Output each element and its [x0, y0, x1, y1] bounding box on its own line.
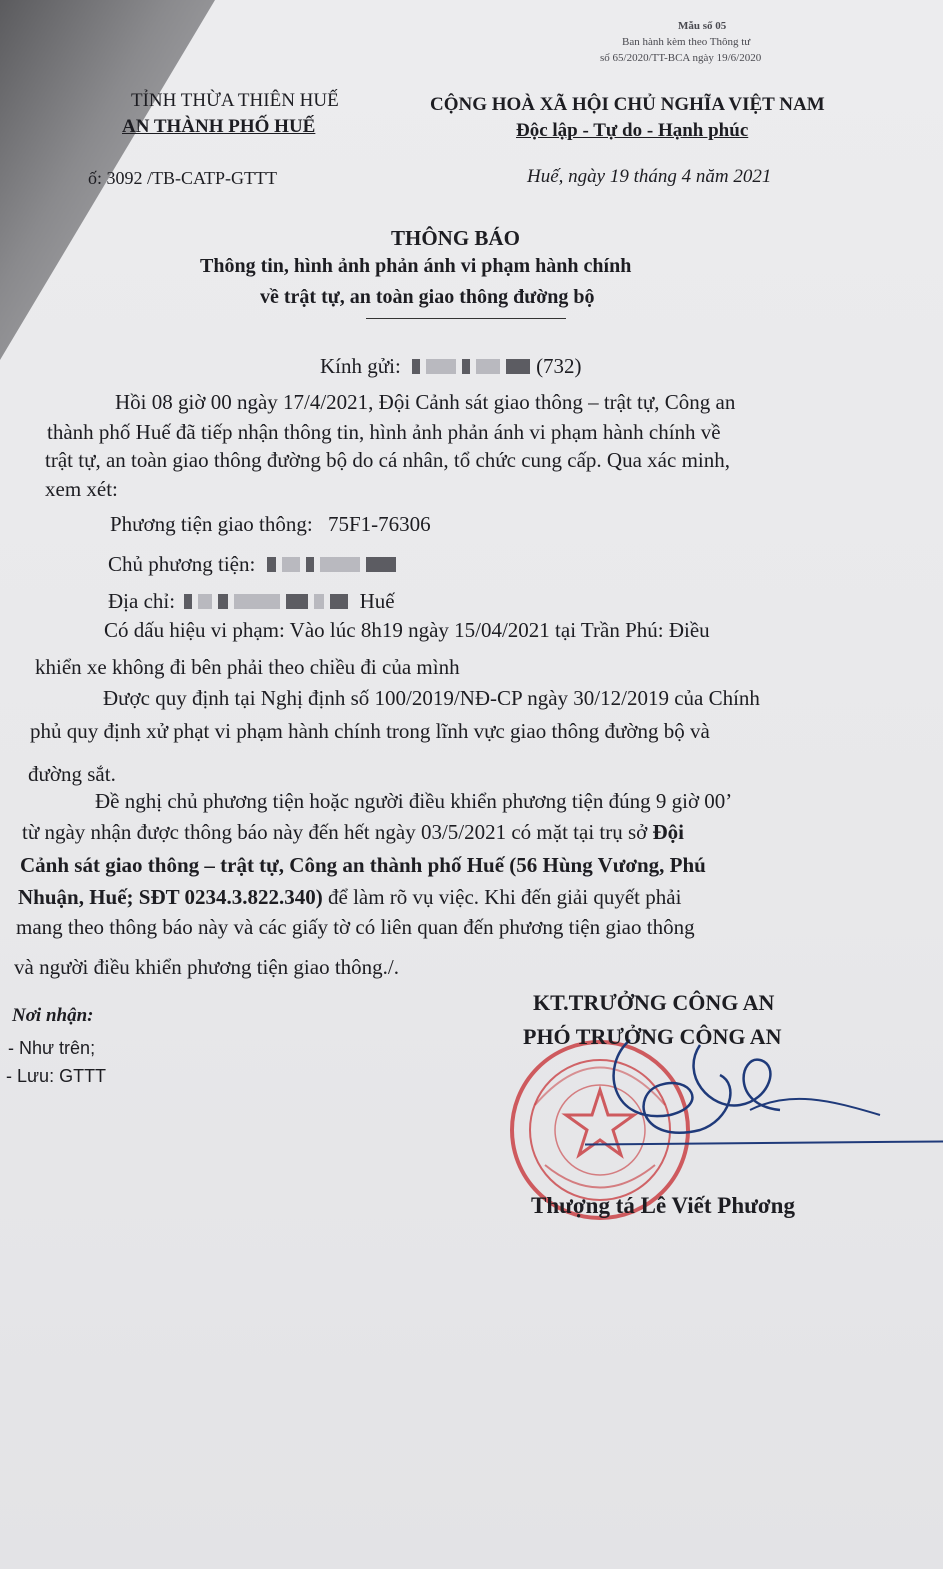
redacted-address — [286, 594, 308, 609]
notice-title: THÔNG BÁO — [391, 226, 520, 250]
redacted-owner — [320, 557, 360, 572]
owner-label: Chủ phương tiện: — [108, 552, 256, 576]
redacted-address — [330, 594, 348, 609]
redacted-name — [412, 359, 420, 374]
redacted-name — [426, 359, 456, 374]
notice-subtitle-line2: về trật tự, an toàn giao thông đường bộ — [260, 286, 595, 308]
redacted-name — [506, 359, 530, 374]
recipient-label: Kính gửi: — [320, 354, 401, 378]
request-text: từ ngày nhận được thông báo này đến hết ngày 03/5/2021 có mặt tại trụ sở — [22, 820, 653, 844]
recipient-line — [320, 354, 582, 379]
request-line — [22, 820, 684, 845]
redacted-address — [314, 594, 324, 609]
vehicle-row — [110, 512, 431, 537]
document-number: ố: 3092 /TB-CATP-GTTT — [88, 168, 277, 188]
request-text: để làm rõ vụ việc. Khi đến giải quyết phải — [322, 885, 682, 909]
signer-name: Thượng tá Lê Viết Phương — [531, 1193, 795, 1218]
recipient-code: (732) — [536, 354, 582, 378]
paragraph-line: thành phố Huế đã tiếp nhận thông tin, hình ảnh phản ánh vi phạm hành chính về — [47, 420, 721, 444]
violation-line: Có dấu hiệu vi phạm: Vào lúc 8h19 ngày 15/04/2021 tại Trần Phú: Điều — [104, 618, 710, 642]
vehicle-plate: 75F1-76306 — [327, 512, 431, 536]
agency-city-police: AN THÀNH PHỐ HUẾ — [122, 116, 316, 137]
form-circular: số 65/2020/TT-BCA ngày 19/6/2020 — [600, 52, 762, 64]
request-line: Đề nghị chủ phương tiện hoặc người điều khiển phương tiện đúng 9 giờ 00’ — [95, 789, 733, 813]
paragraph-line: xem xét: — [45, 477, 118, 501]
address-label: Địa chỉ: — [108, 589, 176, 613]
legal-basis-line: phủ quy định xử phạt vi phạm hành chính trong lĩnh vực giao thông đường bộ và — [30, 719, 710, 743]
recipient-item: - Như trên; — [8, 1038, 96, 1058]
signature-title-1: KT.TRƯỞNG CÔNG AN — [533, 990, 775, 1015]
redacted-owner — [282, 557, 300, 572]
form-issued-with: Ban hành kèm theo Thông tư — [622, 36, 751, 48]
redacted-address — [184, 594, 192, 609]
request-line — [18, 885, 681, 910]
redacted-address — [218, 594, 228, 609]
redacted-address — [198, 594, 212, 609]
legal-basis-line: Được quy định tại Nghị định số 100/2019/NĐ-CP ngày 30/12/2019 của Chính — [103, 686, 760, 710]
title-underline — [366, 318, 566, 319]
paragraph-line: trật tự, an toàn giao thông đường bộ do cá nhân, tổ chức cung cấp. Qua xác minh, — [45, 448, 730, 472]
form-number: Mẫu số 05 — [678, 20, 727, 32]
redacted-name — [462, 359, 470, 374]
recipients-title: Nơi nhận: — [12, 1005, 94, 1026]
violation-line: khiển xe không đi bên phải theo chiều đi của mình — [35, 655, 460, 679]
request-line: Cảnh sát giao thông – trật tự, Công an thành phố Huế (56 Hùng Vương, Phú — [20, 853, 706, 877]
agency-province: TỈNH THỪA THIÊN HUẾ — [131, 90, 339, 111]
national-motto: Độc lập - Tự do - Hạnh phúc — [516, 120, 749, 141]
redacted-owner — [267, 557, 276, 572]
legal-basis-line: đường sắt. — [28, 762, 116, 786]
signature-title-2: PHÓ TRƯỞNG CÔNG AN — [523, 1024, 782, 1049]
redacted-owner — [366, 557, 396, 572]
paragraph-line: Hồi 08 giờ 00 ngày 17/4/2021, Đội Cảnh sát giao thông – trật tự, Công an — [115, 390, 736, 414]
place-date: Huế, ngày 19 tháng 4 năm 2021 — [527, 166, 772, 187]
vehicle-label: Phương tiện giao thông: — [110, 512, 313, 536]
notice-subtitle-line1: Thông tin, hình ảnh phản ánh vi phạm hành chính — [200, 255, 632, 277]
recipient-item: - Lưu: GTTT — [6, 1066, 107, 1086]
redacted-address — [234, 594, 280, 609]
redacted-owner — [306, 557, 314, 572]
request-line: và người điều khiển phương tiện giao thông./. — [14, 955, 400, 979]
address-city: Huế — [359, 589, 395, 613]
owner-row — [108, 552, 402, 577]
redacted-name — [476, 359, 500, 374]
request-text-bold: Nhuận, Huế; SĐT 0234.3.822.340) — [18, 885, 323, 909]
nation-title: CỘNG HOÀ XÃ HỘI CHỦ NGHĨA VIỆT NAM — [430, 94, 825, 115]
address-row — [108, 589, 395, 614]
request-line: mang theo thông báo này và các giấy tờ có liên quan đến phương tiện giao thông — [16, 915, 695, 939]
request-text-bold: Đội — [652, 820, 685, 844]
